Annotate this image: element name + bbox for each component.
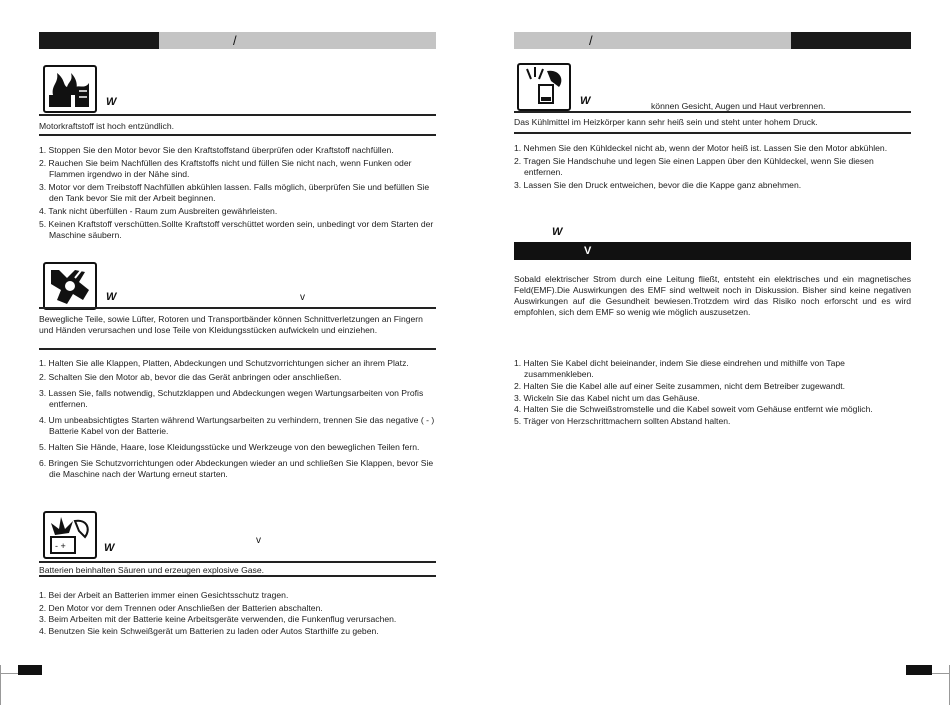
left-s3-rule-top (39, 561, 436, 563)
left-s1-list (39, 145, 437, 241)
left-s2-rule-top (39, 307, 436, 309)
right-s1-rule-bottom (514, 132, 911, 134)
list-item: 1. Stoppen Sie den Motor bevor Sie den Kraftstoffstand überprüfen oder Kraftstoff nachfüllen. (39, 145, 394, 155)
list-item: 2. Halten Sie die Kabel alle auf einer Seite zusammen, nicht dem Betreiber zugewandt. (514, 381, 846, 391)
left-s3-intro: Batterien beinhalten Säuren und erzeugen explosive Gase. (39, 565, 265, 575)
left-s3-warning-w: W (104, 542, 115, 554)
left-page-edge (0, 665, 1, 705)
left-s1-rule-top (39, 114, 436, 116)
left-footer-tab (18, 665, 42, 675)
left-s1-intro: Motorkraftstoff ist hoch entzündlich. (39, 121, 175, 131)
right-header-slash: / (589, 33, 593, 48)
left-header-slash: / (233, 33, 237, 48)
right-s1-rule-top (514, 111, 911, 113)
list-item: 2. Den Motor vor dem Trennen oder Anschließen der Batterien abschalten. (39, 603, 323, 613)
left-s2-intro: Bewegliche Teile, sowie Lüfter, Rotoren und Transportbänder können Schnittverletzungen an Fingern und Händen verursachen und lose Teile von Kleidungsstücken aufwickeln und einziehen. (39, 314, 423, 335)
list-item: 4. Halten Sie die Schweißstromstelle und die Kabel soweit vom Gehäuse entfernt wie möglich. (514, 404, 873, 414)
list-item: 5. Träger von Herzschrittmachern sollten Abstand halten. (514, 416, 731, 426)
left-s2-warning-v: v (300, 292, 305, 303)
right-header-bar (514, 32, 911, 49)
left-header-dark-block (39, 32, 159, 49)
battery-explosion-hazard-icon (43, 511, 97, 559)
fire-hazard-icon (43, 65, 97, 113)
list-item: 2. Tragen Sie Handschuhe und legen Sie einen Lappen über den Kühldeckel, wenn Sie diesen entfernen. (514, 156, 874, 177)
list-item: 4. Tank nicht überfüllen - Raum zum Ausbreiten gewährleisten. (39, 206, 278, 216)
left-s3-list (39, 590, 437, 637)
right-s2-bar-v: V (584, 245, 592, 257)
right-header-dark-block (791, 32, 911, 49)
list-item: 4. Benutzen Sie kein Schweißgerät um Batterien zu laden oder Autos Starthilfe zu geben. (39, 626, 379, 636)
list-item: 1. Halten Sie alle Klappen, Platten, Abdeckungen und Schutzvorrichtungen sicher an ihrem Platz. (39, 358, 409, 368)
list-item: 4. Um unbeabsichtigtes Starten während Wartungsarbeiten zu verhindern, trennen Sie das negative ( - ) Batterie Kabel von der Batterie. (39, 415, 435, 436)
left-s2-list (39, 358, 437, 480)
right-s2-list (514, 358, 912, 427)
list-item: 1. Bei der Arbeit an Batterien immer einen Gesichtsschutz tragen. (39, 590, 289, 600)
list-item: 3. Lassen Sie, falls notwendig, Schutzklappen und Abdeckungen wegen Wartungsarbeiten von Profis entfernen. (39, 388, 424, 409)
right-s2-black-bar (514, 242, 911, 260)
left-s2-rule-bottom (39, 348, 436, 350)
list-item: 2. Rauchen Sie beim Nachfüllen des Kraftstoffs nicht und füllen Sie nicht nach, wenn Funken oder Flammen irgendwo in der Nähe sind. (39, 158, 412, 179)
right-s2-warning-w: W (552, 226, 563, 238)
list-item: 2. Schalten Sie den Motor ab, bevor die das Gerät anbringen oder anschließen. (39, 372, 342, 382)
right-s1-warning-w: W (580, 95, 591, 107)
right-s1-list (514, 143, 912, 191)
left-header-bar (39, 32, 436, 49)
list-item: 3. Beim Arbeiten mit der Batterie keine Arbeitsgeräte verwenden, die Funkenflug verursachen. (39, 614, 397, 624)
right-s1-warning-text: können Gesicht, Augen und Haut verbrennen. (651, 101, 826, 111)
list-item: 1. Halten Sie Kabel dicht beieinander, indem Sie diese eindrehen und mithilfe von Tape zusammenkleben. (514, 358, 845, 379)
left-s3-warning-v: v (256, 535, 261, 546)
list-item: 3. Motor vor dem Treibstoff Nachfüllen abkühlen lassen. Falls möglich, überprüfen Sie und befüllen Sie den Tank bevor Sie mit der Arbeit beginnen. (39, 182, 430, 203)
list-item: 3. Wickeln Sie das Kabel nicht um das Gehäuse. (514, 393, 700, 403)
left-s2-warning-w: W (106, 291, 117, 303)
left-s3-rule-bottom (39, 575, 436, 577)
list-item: 5. Halten Sie Hände, Haare, lose Kleidungsstücke und Werkzeuge von den beweglichen Teilen fern. (39, 442, 420, 452)
svg-text:- +: - + (55, 541, 66, 551)
moving-parts-hazard-icon (43, 262, 97, 310)
list-item: 6. Bringen Sie Schutzvorrichtungen oder Abdeckungen wieder an und schließen Sie Klappen, bevor Sie die Maschine nach der Wartung erneut starten. (39, 458, 434, 479)
right-s2-intro: Sobald elektrischer Strom durch eine Leitung fließt, entsteht ein elektrisches und ein magnetisches Feld(EMF).Die Auswirkungen des EMF sind weltweit noch in Diskussion. Bisher sind keine negativen Auswirkungen auf die Gesundheit bewiesen.Trotzdem wird das Risiko noch erforscht und es wird empfohlen, sich dem EMF so wenig wie möglich auszusetzen. (514, 274, 911, 317)
right-footer-tab (906, 665, 932, 675)
right-s1-intro: Das Kühlmittel im Heizkörper kann sehr heiß sein und steht unter hohem Druck. (514, 117, 818, 127)
list-item: 1. Nehmen Sie den Kühldeckel nicht ab, wenn der Motor heiß ist. Lassen Sie den Motor abkühlen. (514, 143, 888, 153)
hot-coolant-hazard-icon (517, 63, 571, 111)
left-s1-rule-bottom (39, 134, 436, 136)
list-item: 5. Keinen Kraftstoff verschütten.Sollte Kraftstoff verschüttet worden sein, unbedingt vor dem Starten der Maschine säubern. (39, 219, 434, 240)
left-s1-warning-w: W (106, 96, 117, 108)
list-item: 3. Lassen Sie den Druck entweichen, bevor die die Kappe ganz abnehmen. (514, 180, 802, 190)
